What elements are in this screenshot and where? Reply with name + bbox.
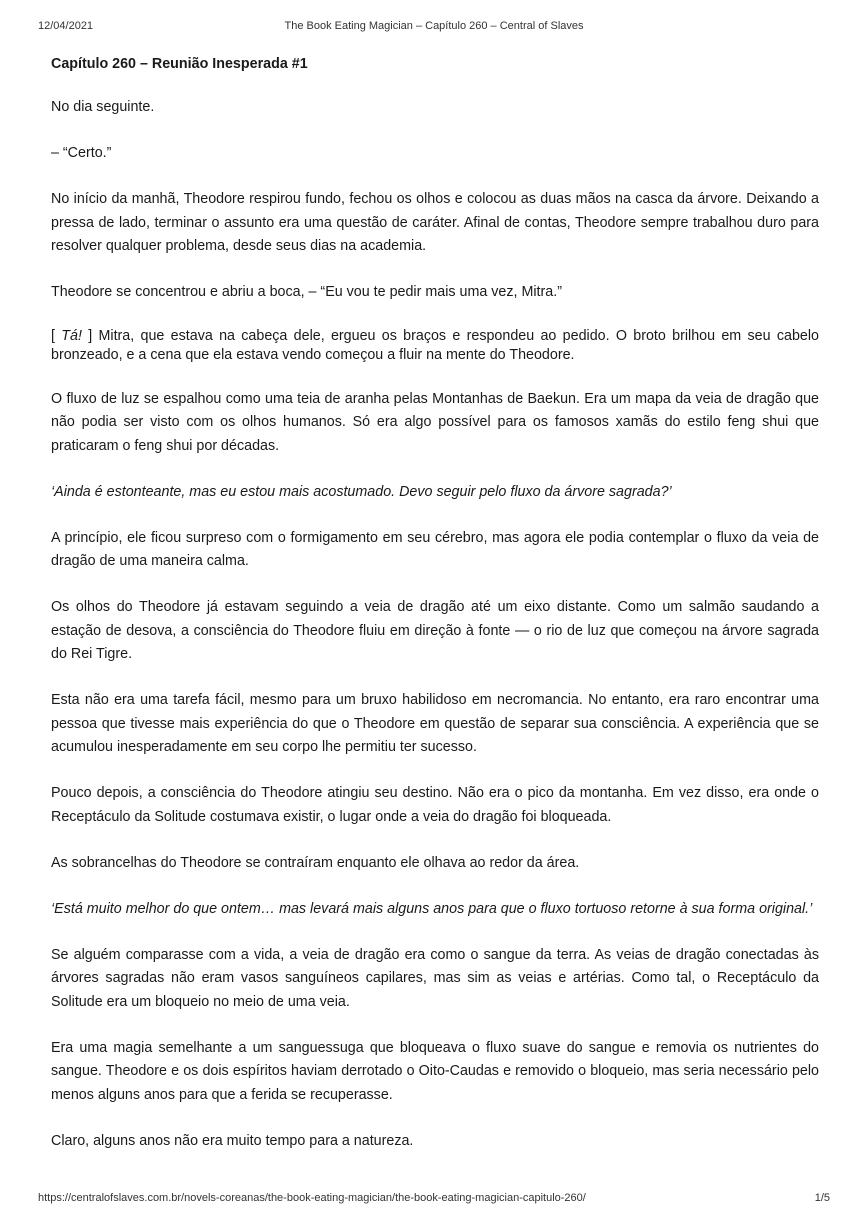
page-number: 1/5 [814, 1192, 830, 1204]
paragraph: Claro, alguns anos não era muito tempo para a natureza. [51, 1132, 414, 1149]
paragraph: O fluxo de luz se espalhou como uma teia de aranha pelas Montanhas de Baekun. Era um mapa da veia de dragão que não podia ser visto com os olhos humanos. Só era algo possível para os famosos xamãs do estilo feng shui que praticaram o feng shui por décadas. [51, 390, 819, 454]
print-document-title: The Book Eating Magician – Capítulo 260 – Central of Slaves [284, 20, 584, 32]
paragraph: – “Certo.” [51, 145, 112, 161]
paragraph: Se alguém comparasse com a vida, a veia de dragão era como o sangue da terra. As veias de dragão conectadas às árvores sagradas não eram vasos sanguíneos capilares, mas sim as veias e artérias. Como tal, o Receptáculo da Solitude era um bloqueio no meio de uma veia. [51, 946, 819, 1010]
paragraph: Os olhos do Theodore já estavam seguindo a veia de dragão até um eixo distante. Como um salmão saudando a estação de desova, a consciência do Theodore fluiu em direção à fonte — o rio de luz que começou na árvore sagrada do Rei Tigre. [51, 599, 819, 662]
thought-paragraph: ‘Está muito melhor do que ontem… mas levará mais alguns anos para que o fluxo tortuoso retorne à sua forma original.’ [51, 900, 813, 917]
paragraph: No dia seguinte. [51, 99, 155, 115]
paragraph: Esta não era uma tarefa fácil, mesmo para um bruxo habilidoso em necromancia. No entanto, era raro encontrar uma pessoa que tivesse mais experiência do que o Theodore em questão de separar sua consciência. A experiência que se acumulou inesperadamente em seu corpo lhe permitiu ter sucesso. [51, 692, 819, 755]
paragraph [51, 327, 819, 365]
paragraph-text: ] Mitra, que estava na cabeça dele, ergueu os braços e respondeu ao pedido. O broto brilhou em seu cabelo bronzeado, e a cena que ela estava vendo começou a fluir na mente do Theodore. [51, 328, 819, 363]
print-footer [38, 1192, 830, 1208]
paragraph: No início da manhã, Theodore respirou fundo, fechou os olhos e colocou as duas mãos na casca da árvore. Deixando a pressa de lado, terminar o assunto era uma questão de caráter. Afinal de contas, Theodore sempre trabalhou duro para resolver qualquer problema, desde seus dias na academia. [51, 191, 819, 254]
spirit-exclamation: Tá! [61, 328, 82, 344]
chapter-content [51, 55, 819, 1176]
page-url: https://centralofslaves.com.br/novels-coreanas/the-book-eating-magician/the-book-eating-magician-capitulo-260/ [38, 1192, 586, 1204]
thought-paragraph: ‘Ainda é estonteante, mas eu estou mais acostumado. Devo seguir pelo fluxo da árvore sagrada?’ [51, 483, 672, 500]
paragraph: Era uma magia semelhante a um sanguessuga que bloqueava o fluxo suave do sangue e removia os nutrientes do sangue. Theodore e os dois espíritos haviam derrotado o Oito-Caudas e removido o bloqueio, mas seria necessário pelo menos alguns anos para que a ferida se recuperasse. [51, 1039, 819, 1103]
paragraph: Theodore se concentrou e abriu a boca, – “Eu vou te pedir mais uma vez, Mitra.” [51, 284, 562, 300]
paragraph: As sobrancelhas do Theodore se contraíram enquanto ele olhava ao redor da área. [51, 854, 580, 871]
print-date: 12/04/2021 [38, 20, 94, 32]
bracket-open: [ [51, 328, 62, 344]
print-header [38, 20, 830, 36]
paragraph: Pouco depois, a consciência do Theodore atingiu seu destino. Não era o pico da montanha. Em vez disso, era onde o Receptáculo da Solitude costumava existir, o lugar onde a veia do dragão foi bloqueada. [51, 785, 819, 825]
paragraph: A princípio, ele ficou surpreso com o formigamento em seu cérebro, mas agora ele podia contemplar o fluxo da veia de dragão de uma maneira calma. [51, 529, 819, 569]
chapter-title: Capítulo 260 – Reunião Inesperada #1 [51, 56, 308, 72]
